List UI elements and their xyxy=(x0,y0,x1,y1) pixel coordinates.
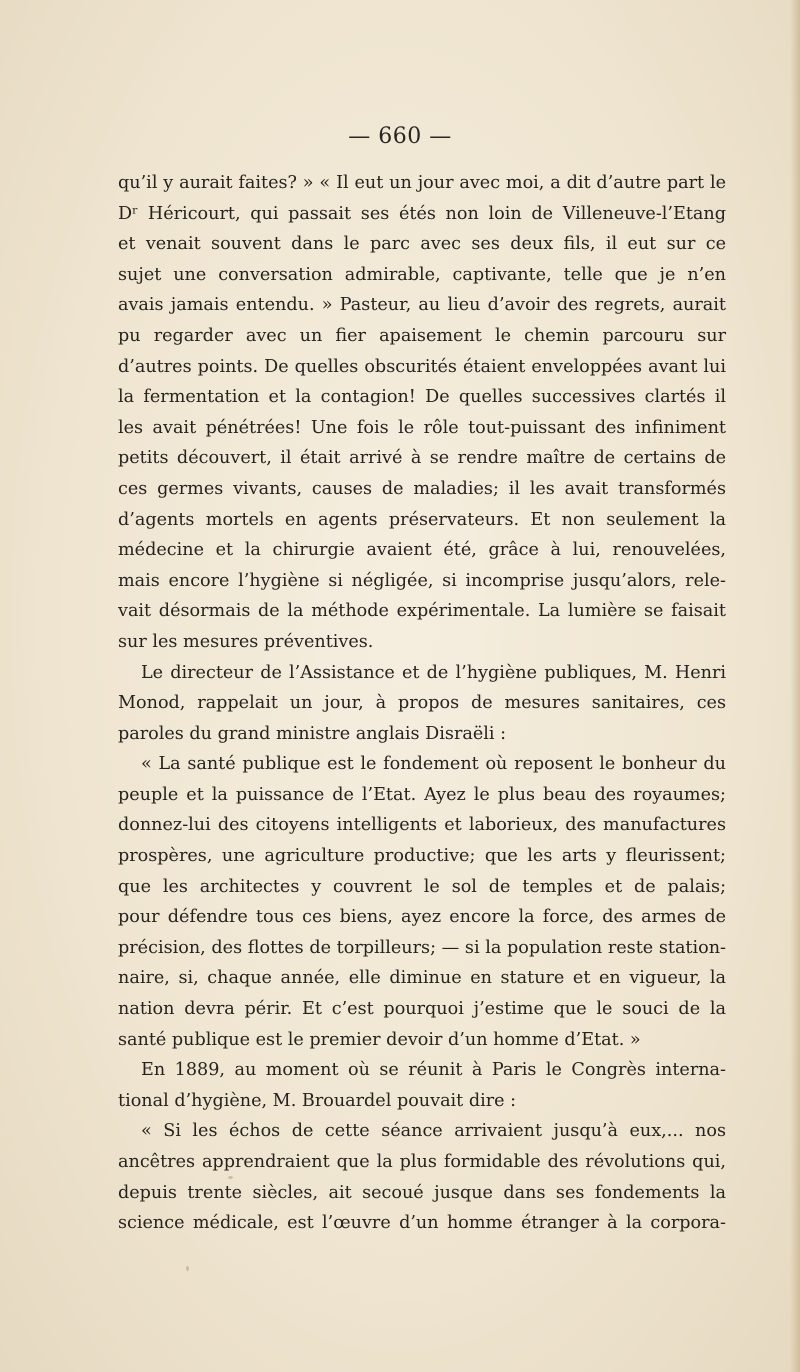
text-line: petits découvert, il était arrivé à se rendre maître de certains de xyxy=(118,448,726,469)
text-line: pour défendre tous ces biens, ayez encore la force, des armes de xyxy=(118,907,726,928)
text-line: peuple et la puissance de l’Etat. Ayez le plus beau des royaumes; xyxy=(118,784,726,805)
page-number: — 660 — xyxy=(348,124,452,149)
text-line: la fermentation et la contagion! De quelles successives clartés il xyxy=(118,387,726,408)
text-line: sur les mesures préventives. xyxy=(118,631,374,652)
text-line: En 1889, au moment où se réunit à Paris le Congrès interna- xyxy=(141,1060,726,1081)
text-line: science médicale, est l’œuvre d’un homme étranger à la corpora- xyxy=(118,1213,726,1234)
text-line: paroles du grand ministre anglais Disraëli : xyxy=(118,723,507,744)
text-line: naire, si, chaque année, elle diminue en stature et en vigueur, la xyxy=(118,968,726,989)
text-line: depuis trente siècles, ait secoué jusque dans ses fondements la xyxy=(118,1182,726,1203)
body-text xyxy=(118,168,726,1239)
text-line: médecine et la chirurgie avaient été, grâce à lui, renouvelées, xyxy=(118,540,726,561)
text-line: santé publique est le premier devoir d’un homme d’Etat. » xyxy=(118,1029,641,1050)
text-line: avais jamais entendu. » Pasteur, au lieu d’avoir des regrets, aurait xyxy=(118,295,726,316)
text-line: et venait souvent dans le parc avec ses deux fils, il eut sur ce xyxy=(118,234,726,255)
text-line: d’autres points. De quelles obscurités étaient enveloppées avant lui xyxy=(118,356,726,377)
text-line: Dʳ Héricourt, qui passait ses étés non loin de Villeneuve-l’Etang xyxy=(118,203,726,224)
text-line: ancêtres apprendraient que la plus formidable des révolutions qui, xyxy=(118,1152,726,1172)
text-line: d’agents mortels en agents préservateurs. Et non seulement la xyxy=(118,509,726,530)
text-line: « Si les échos de cette séance arrivaient jusqu’à eux,... nos xyxy=(141,1121,726,1142)
text-line: sujet une conversation admirable, captivante, telle que je n’en xyxy=(118,264,726,285)
text-line: que les architectes y couvrent le sol de temples et de palais; xyxy=(118,876,726,897)
text-line: mais encore l’hygiène si négligée, si incomprise jusqu’alors, rele- xyxy=(118,570,726,591)
text-line: pu regarder avec un fier apaisement le chemin parcouru sur xyxy=(118,325,726,346)
text-line: les avait pénétrées! Une fois le rôle tout-puissant des infiniment xyxy=(118,417,726,438)
text-line: Le directeur de l’Assistance et de l’hygiène publiques, M. Henri xyxy=(141,662,726,683)
text-line: nation devra périr. Et c’est pourquoi j’estime que le souci de la xyxy=(118,999,726,1020)
text-line: Monod, rappelait un jour, à propos de mesures sanitaires, ces xyxy=(118,693,726,714)
text-line: ces germes vivants, causes de maladies; il les avait transformés xyxy=(118,478,726,499)
page-edge-shadow xyxy=(790,0,800,1372)
text-line: donnez-lui des citoyens intelligents et laborieux, des manufactures xyxy=(118,815,726,836)
text-line: tional d’hygiène, M. Brouardel pouvait dire : xyxy=(118,1090,517,1111)
text-line: vait désormais de la méthode expérimentale. La lumière se faisait xyxy=(118,601,726,622)
text-line: qu’il y aurait faites? » « Il eut un jour avec moi, a dit d’autre part le xyxy=(118,173,726,193)
paper-speck xyxy=(228,1176,233,1179)
text-line: prospères, une agriculture productive; que les arts y fleurissent; xyxy=(118,846,726,867)
text-line: précision, des flottes de torpilleurs; — si la population reste station- xyxy=(118,937,726,958)
paper-speck xyxy=(186,1266,189,1271)
text-line: « La santé publique est le fondement où reposent le bonheur du xyxy=(141,754,726,775)
